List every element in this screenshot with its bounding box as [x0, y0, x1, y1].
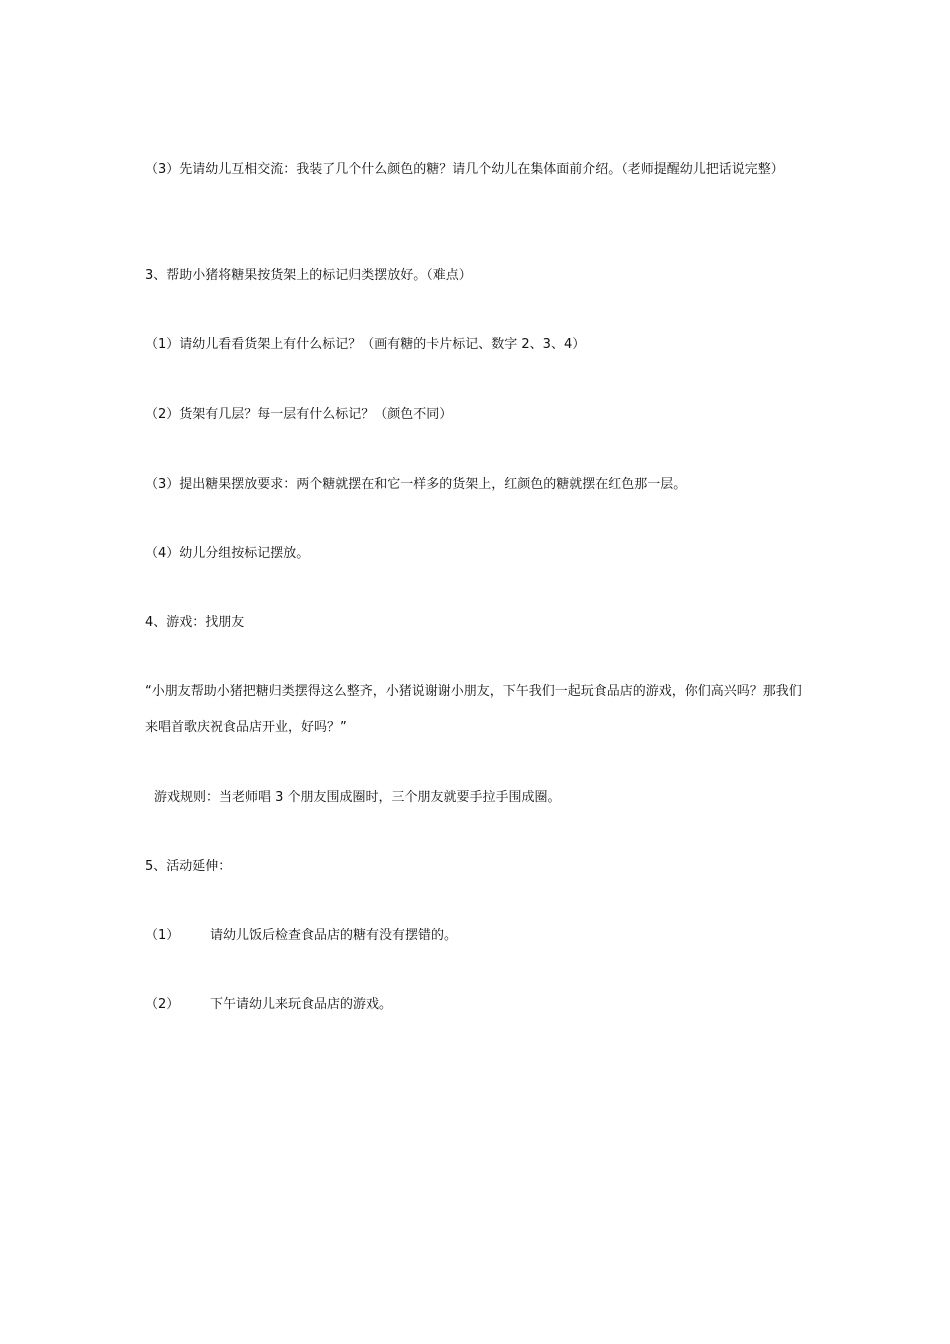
heading-step-4-game: 4、游戏：找朋友 [145, 615, 245, 630]
paragraph-shelf-marks: （1）请幼儿看看货架上有什么标记？（画有糖的卡片标记、数字 2、3、4） [145, 337, 586, 352]
list-item-number: （2） [145, 997, 180, 1012]
list-item-text: 下午请幼儿来玩食品店的游戏。 [210, 997, 393, 1012]
paragraph-shelf-layers: （2）货架有几层？每一层有什么标记？（颜色不同） [145, 407, 453, 422]
heading-step-3: 3、帮助小猪将糖果按货架上的标记归类摆放好。（难点） [145, 268, 472, 283]
paragraph-teacher-speech: “小朋友帮助小猪把糖归类摆得这么整齐，小猪说谢谢小朋友，下午我们一起玩食品店的游戏，你们高兴吗？那我们来唱首歌庆祝食品店开业，好吗？” [145, 684, 802, 735]
heading-step-5-extension: 5、活动延伸： [145, 859, 232, 874]
list-item-text: 请幼儿饭后检查食品店的糖有没有摆错的。 [210, 928, 458, 943]
list-item [145, 918, 805, 954]
list-item-number: （1） [145, 928, 180, 943]
paragraph-group-placement: （4）幼儿分组按标记摆放。 [145, 546, 310, 561]
paragraph-exchange-colors: （3）先请幼儿互相交流：我装了几个什么颜色的糖？请几个幼儿在集体面前介绍。（老师提醒幼儿把话说完整） [145, 162, 784, 177]
list-item [145, 987, 805, 1023]
paragraph-game-rules: 游戏规则：当老师唱 3 个朋友围成圈时，三个朋友就要手拉手围成圈。 [154, 790, 561, 805]
paragraph-placement-rules: （3）提出糖果摆放要求：两个糖就摆在和它一样多的货架上，红颜色的糖就摆在红色那一层。 [145, 477, 687, 492]
